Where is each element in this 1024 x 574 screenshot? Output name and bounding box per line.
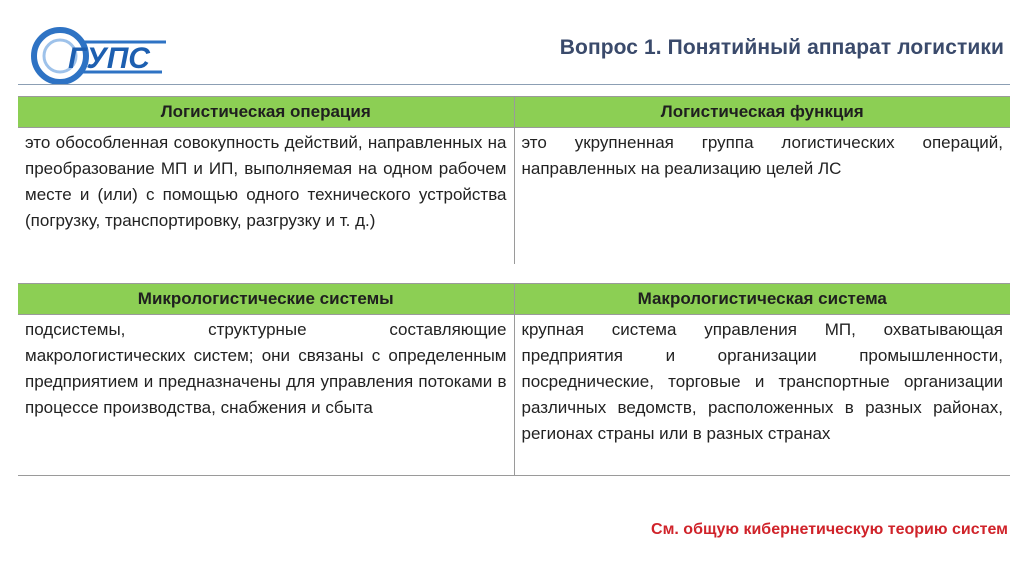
page-title: Вопрос 1. Понятийный аппарат логистики	[559, 36, 1004, 59]
table-cell: это укрупненная группа логистических операций, направленных на реализацию целей ЛС	[514, 128, 1010, 265]
table-header-cell: Микрологистические системы	[18, 284, 514, 315]
table-header-row	[18, 284, 1010, 315]
table-row	[18, 128, 1010, 265]
table-row	[18, 315, 1010, 476]
sgups-logo	[30, 20, 170, 92]
title-divider	[18, 84, 1010, 85]
table-header-row	[18, 97, 1010, 128]
logo-emblem-icon	[30, 20, 170, 92]
table-header-cell: Логистическая операция	[18, 97, 514, 128]
table-header-cell: Логистическая функция	[514, 97, 1010, 128]
table-header-cell: Макрологистическая система	[514, 284, 1010, 315]
definitions-table-operations	[18, 96, 1010, 264]
table-cell: подсистемы, структурные составляющие макрологистических систем; они связаны с определенным предприятием и предназначены для управления потоками в процессе производства, снабжения и сбыта	[18, 315, 514, 476]
table-cell: крупная система управления МП, охватывающая предприятия и организации промышленности, посреднические, торговые и транспортные организации различных ведомств, расположенных в разных районах, регионах страны или в разных странах	[514, 315, 1010, 476]
logo-text: ГУПС	[68, 42, 150, 75]
footnote: См. общую кибернетическую теорию систем	[651, 521, 1008, 538]
definitions-table-systems	[18, 283, 1010, 476]
table-cell: это обособленная совокупность действий, направленных на преобразование МП и ИП, выполняемая на одном рабочем месте и (или) с помощью одного технического устройства (погрузку, транспортировку, разгрузку и т. д.)	[25, 133, 507, 230]
